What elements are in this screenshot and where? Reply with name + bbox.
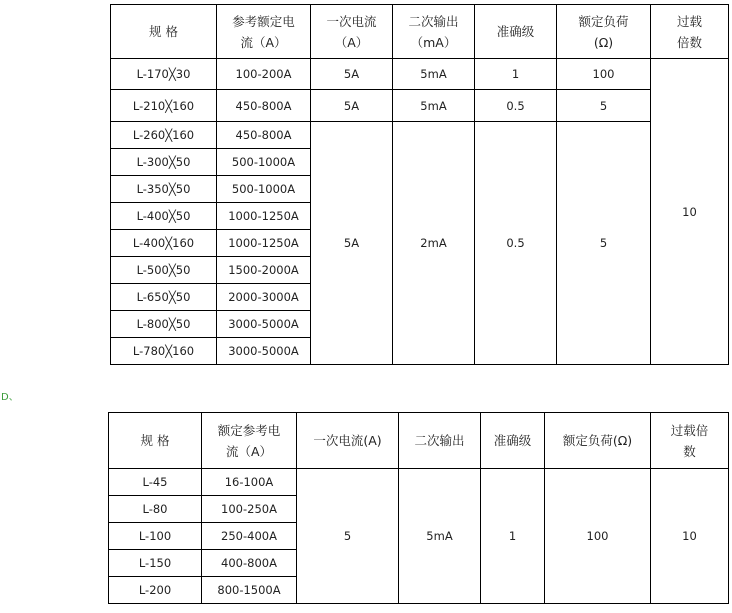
cell-secondary: 5mA [393,90,475,122]
cell-spec: L-170╳30 [111,59,217,90]
header-spec: 规 格 [109,413,202,469]
cell-spec: L-350╳50 [111,176,217,203]
cell-spec: L-400╳160 [111,230,217,257]
cell-overload: 10 [651,59,729,365]
section-label-d: D、 [1,392,19,403]
cell-range: 2000-3000A [217,284,311,311]
cell-spec: L-300╳50 [111,149,217,176]
cell-spec: L-80 [109,496,202,523]
header-overload: 过载倍 数 [651,413,729,469]
cell-range: 800-1500A [202,577,297,604]
cell-range: 450-800A [217,90,311,122]
cell-range: 3000-5000A [217,311,311,338]
cell-range: 100-250A [202,496,297,523]
cell-spec: L-260╳160 [111,122,217,149]
cell-range: 100-200A [217,59,311,90]
cell-burden: 100 [557,59,651,90]
cell-overload-merged: 10 [651,469,729,604]
cell-accuracy: 1 [475,59,557,90]
table-row [111,122,729,149]
cell-spec: L-800╳50 [111,311,217,338]
cell-spec: L-200 [109,577,202,604]
cell-range: 16-100A [202,469,297,496]
cell-spec: L-500╳50 [111,257,217,284]
header-burden: 额定负荷(Ω) [545,413,651,469]
table-row [109,469,729,496]
table-row [111,90,729,122]
cell-spec: L-150 [109,550,202,577]
table1-header-row [111,5,729,59]
header-accuracy: 准确级 [475,5,557,59]
cell-primary-merged: 5A [311,122,393,365]
cell-spec: L-650╳50 [111,284,217,311]
cell-primary: 5A [311,90,393,122]
cell-burden-merged: 5 [557,122,651,365]
header-accuracy: 准确级 [481,413,545,469]
cell-burden: 5 [557,90,651,122]
cell-secondary: 5mA [393,59,475,90]
cell-range: 450-800A [217,122,311,149]
cell-range: 1000-1250A [217,203,311,230]
header-secondary-output: 二次输出 （mA） [393,5,475,59]
header-overload: 过载 倍数 [651,5,729,59]
header-primary-current: 一次电流(A) [297,413,399,469]
cell-range: 3000-5000A [217,338,311,365]
table-row [111,59,729,90]
table2-header-row [109,413,729,469]
header-spec: 规 格 [111,5,217,59]
cell-secondary-merged: 5mA [399,469,481,604]
cell-spec: L-780╳160 [111,338,217,365]
header-rated-current: 参考额定电 流（A） [217,5,311,59]
cell-spec: L-400╳50 [111,203,217,230]
cell-range: 250-400A [202,523,297,550]
cell-spec: L-45 [109,469,202,496]
cell-spec: L-100 [109,523,202,550]
cell-range: 1500-2000A [217,257,311,284]
cell-secondary-merged: 2mA [393,122,475,365]
cell-spec: L-210╳160 [111,90,217,122]
header-primary-current: 一次电流 （A） [311,5,393,59]
cell-primary-merged: 5 [297,469,399,604]
cell-range: 1000-1250A [217,230,311,257]
cell-primary: 5A [311,59,393,90]
cell-range: 400-800A [202,550,297,577]
header-burden: 额定负荷 (Ω) [557,5,651,59]
cell-burden-merged: 100 [545,469,651,604]
spec-table-2 [108,412,729,604]
cell-accuracy-merged: 0.5 [475,122,557,365]
spec-table-1 [110,4,729,365]
header-secondary-output: 二次输出 [399,413,481,469]
cell-accuracy-merged: 1 [481,469,545,604]
cell-range: 500-1000A [217,149,311,176]
cell-accuracy: 0.5 [475,90,557,122]
header-rated-current: 额定参考电 流（A） [202,413,297,469]
cell-range: 500-1000A [217,176,311,203]
